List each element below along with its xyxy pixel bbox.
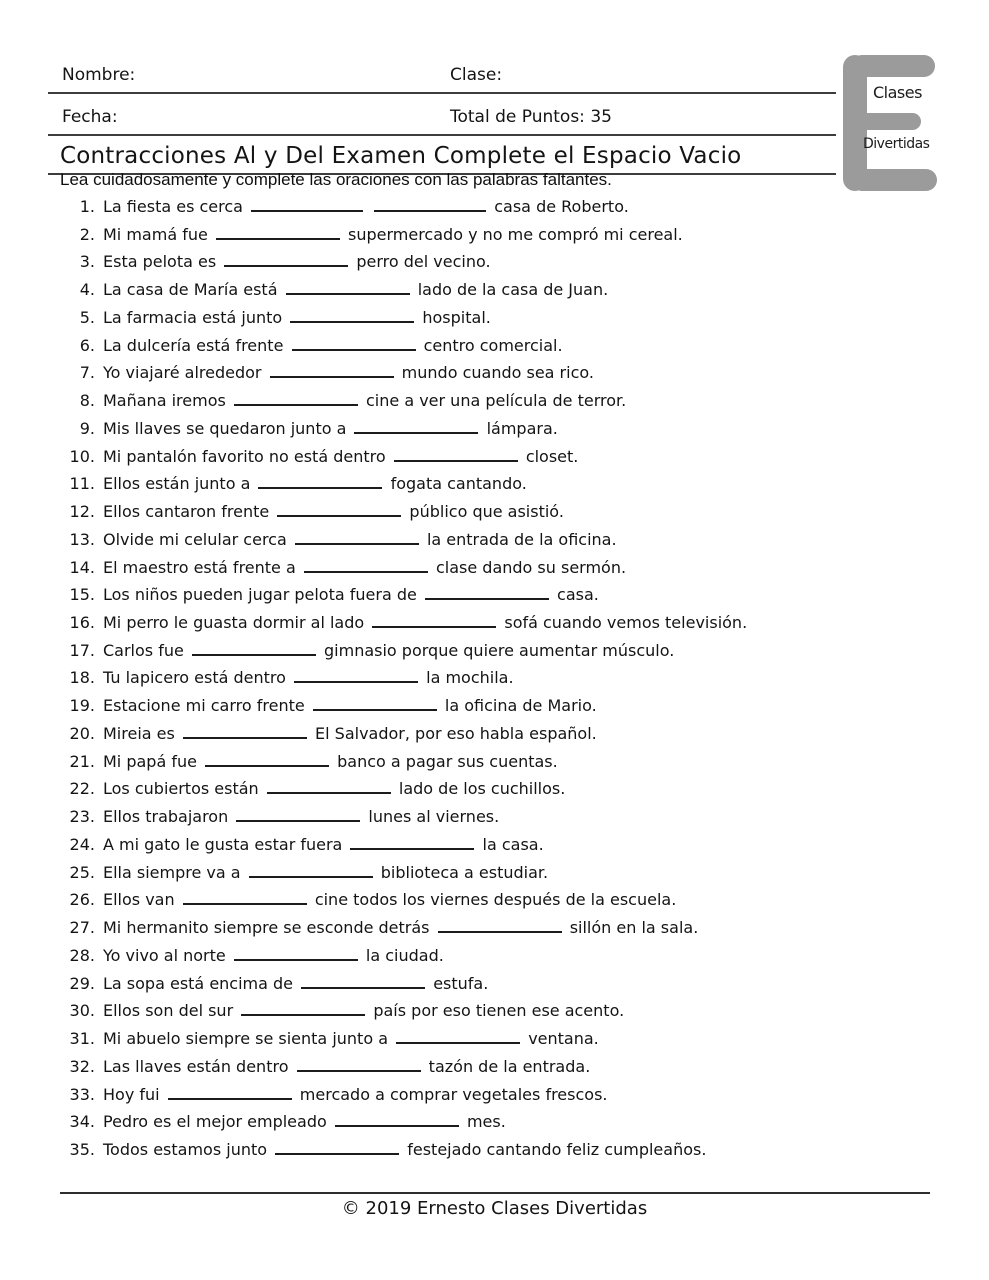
item-number: 18. — [69, 668, 95, 688]
item-text-before-blank: Olvide mi celular cerca — [103, 529, 292, 549]
exercise-item — [0, 637, 989, 665]
item-text-after-blank: sofá cuando vemos televisión. — [504, 613, 748, 633]
exercise-item — [0, 775, 989, 803]
item-text-after-blank: biblioteca a estudiar. — [380, 862, 549, 882]
item-sentence — [103, 752, 558, 771]
instructions-text: Lea cuidadosamente y complete las oraciones con las palabras faltantes. — [60, 170, 612, 189]
item-text-after-blank: perro del vecino. — [356, 252, 491, 272]
item-text-before-blank: A mi gato le gusta estar fuera — [103, 834, 348, 854]
item-sentence — [103, 890, 676, 909]
item-text-before-blank: La sopa está encima de — [103, 973, 299, 993]
answer-blank — [192, 642, 316, 656]
answer-blank — [275, 1141, 399, 1155]
item-sentence — [103, 779, 565, 798]
item-sentence — [103, 863, 548, 882]
item-text-after-blank: banco a pagar sus cuentas. — [337, 751, 558, 771]
exercise-item — [0, 1025, 989, 1053]
item-text-after-blank: El Salvador, por eso habla español. — [315, 723, 597, 743]
name-class-row — [48, 52, 836, 94]
item-sentence — [103, 974, 488, 993]
exercise-item — [0, 387, 989, 415]
item-text-after-blank: tazón de la entrada. — [428, 1056, 591, 1076]
item-text-after-blank: hospital. — [422, 307, 491, 327]
exercise-item — [0, 554, 989, 582]
item-text-before-blank: La casa de María está — [103, 280, 283, 300]
exercise-item — [0, 526, 989, 554]
item-text-before-blank: Mi pantalón favorito no está dentro — [103, 446, 391, 466]
item-text-after-blank: la oficina de Mario. — [444, 696, 597, 716]
item-number: 34. — [69, 1112, 95, 1132]
answer-blank — [396, 1030, 520, 1044]
item-text-after-blank: estufa. — [433, 973, 489, 993]
answer-blank — [251, 198, 363, 212]
item-sentence — [103, 1057, 590, 1076]
item-sentence — [103, 724, 597, 743]
answer-blank — [168, 1086, 292, 1100]
item-sentence — [103, 280, 608, 299]
item-text-after-blank: mundo cuando sea rico. — [401, 363, 594, 383]
item-number: 10. — [69, 446, 95, 466]
answer-blank — [394, 448, 518, 462]
item-sentence — [103, 530, 617, 549]
item-text-before-blank: Las llaves están dentro — [103, 1056, 294, 1076]
item-text-before-blank: La fiesta es cerca — [103, 197, 249, 216]
answer-blank — [234, 392, 358, 406]
answer-blank — [270, 364, 394, 378]
answer-blank — [304, 559, 428, 573]
item-sentence — [103, 308, 491, 327]
item-text-before-blank: Mi mamá fue — [103, 224, 213, 244]
item-text-after-blank: mercado a comprar vegetales frescos. — [299, 1084, 608, 1104]
item-text-before-blank: Yo viajaré alrededor — [103, 363, 267, 383]
item-number: 27. — [69, 918, 95, 938]
item-text-before-blank: Los cubiertos están — [103, 779, 264, 799]
item-text-after-blank: lámpara. — [486, 418, 558, 438]
exercise-item — [0, 470, 989, 498]
exercise-item — [0, 1108, 989, 1136]
worksheet-header — [48, 52, 836, 175]
page-title: Contracciones Al y Del Examen Complete el Espacio Vacio — [60, 143, 742, 169]
item-text-after-blank: la entrada de la oficina. — [426, 529, 617, 549]
copyright-text: © 2019 Ernesto Clases Divertidas — [341, 1198, 648, 1219]
item-sentence — [103, 641, 674, 660]
item-text-before-blank: Mi perro le guasta dormir al lado — [103, 613, 370, 633]
answer-blank — [234, 947, 358, 961]
answer-blank — [292, 337, 416, 351]
answer-blank — [290, 309, 414, 323]
total-points-label: Total de Puntos: 35 — [450, 107, 612, 127]
item-sentence — [103, 391, 626, 410]
exercise-item — [0, 859, 989, 887]
exercise-item — [0, 970, 989, 998]
item-text-after-blank: público que asistió. — [409, 502, 564, 522]
item-sentence — [103, 918, 698, 937]
exercise-item — [0, 415, 989, 443]
exercise-item — [0, 886, 989, 914]
answer-blank — [335, 1113, 459, 1127]
item-text-after-blank: fogata cantando. — [390, 474, 527, 494]
item-sentence — [103, 1085, 607, 1104]
item-number: 20. — [69, 723, 95, 743]
exercise-item — [0, 942, 989, 970]
item-text-before-blank: Mireia es — [103, 723, 180, 743]
answer-blank — [372, 614, 496, 628]
item-number: 11. — [69, 474, 95, 494]
exercise-item — [0, 1081, 989, 1109]
answer-blank — [224, 253, 348, 267]
item-text-before-blank: Ellos trabajaron — [103, 807, 234, 827]
item-number: 25. — [69, 862, 95, 882]
exercise-item — [0, 831, 989, 859]
item-text-before-blank: Esta pelota es — [103, 252, 222, 272]
date-points-row — [48, 94, 836, 136]
item-text-after-blank: lado de los cuchillos. — [398, 779, 566, 799]
exercise-item — [0, 359, 989, 387]
item-number: 26. — [69, 890, 95, 910]
item-text-after-blank: closet. — [525, 446, 579, 466]
answer-blank — [374, 198, 486, 212]
date-label: Fecha: — [62, 107, 118, 127]
item-sentence — [103, 668, 514, 687]
item-number: 31. — [69, 1029, 95, 1049]
item-text-after-blank: casa de Roberto. — [494, 197, 629, 216]
item-sentence — [103, 474, 527, 493]
item-sentence — [103, 1029, 599, 1048]
logo-e-bottom-arm — [851, 169, 937, 191]
item-text-before-blank: Pedro es el mejor empleado — [103, 1112, 332, 1132]
item-sentence — [103, 807, 499, 826]
item-number: 23. — [69, 807, 95, 827]
item-number: 29. — [69, 973, 95, 993]
answer-blank — [183, 891, 307, 905]
item-number: 15. — [69, 585, 95, 605]
exercise-item — [0, 304, 989, 332]
item-sentence — [103, 502, 564, 521]
item-number: 2. — [79, 224, 95, 244]
item-number: 3. — [79, 252, 95, 272]
item-text-after-blank: clase dando su sermón. — [435, 557, 627, 577]
item-number: 4. — [79, 280, 95, 300]
item-number: 12. — [69, 502, 95, 522]
logo-e-middle-arm — [851, 113, 921, 130]
exercise-item — [0, 997, 989, 1025]
answer-blank — [241, 1002, 365, 1016]
logo-word-clases: Clases — [873, 83, 922, 102]
item-sentence — [103, 363, 594, 382]
item-text-after-blank: casa. — [557, 585, 599, 605]
item-number: 7. — [79, 363, 95, 383]
item-text-before-blank: Todos estamos junto — [103, 1139, 273, 1159]
item-sentence — [103, 1001, 624, 1020]
exercise-item — [0, 914, 989, 942]
answer-blank — [354, 420, 478, 434]
item-text-before-blank: Estacione mi carro frente — [103, 696, 310, 716]
item-text-after-blank: mes. — [466, 1112, 506, 1132]
item-text-after-blank: cine a ver una película de terror. — [366, 391, 627, 411]
exercise-item — [0, 664, 989, 692]
item-number: 1. — [79, 197, 95, 216]
answer-blank — [297, 1058, 421, 1072]
item-number: 6. — [79, 335, 95, 355]
item-sentence — [103, 225, 683, 244]
item-number: 24. — [69, 834, 95, 854]
item-number: 21. — [69, 751, 95, 771]
item-text-after-blank: lado de la casa de Juan. — [417, 280, 609, 300]
item-text-before-blank: Ellos están junto a — [103, 474, 256, 494]
answer-blank — [301, 975, 425, 989]
exercise-item — [0, 443, 989, 471]
item-sentence — [103, 447, 578, 466]
item-text-before-blank: Ellos son del sur — [103, 1001, 239, 1021]
item-number: 33. — [69, 1084, 95, 1104]
item-number: 16. — [69, 613, 95, 633]
answer-blank — [267, 780, 391, 794]
answer-blank — [350, 836, 474, 850]
exercise-item — [0, 276, 989, 304]
item-text-after-blank: centro comercial. — [423, 335, 563, 355]
exercise-item — [0, 193, 989, 221]
item-text-after-blank: gimnasio porque quiere aumentar músculo. — [324, 640, 675, 660]
class-label: Clase: — [450, 65, 503, 85]
answer-blank — [216, 226, 340, 240]
item-text-before-blank: Mi hermanito siempre se esconde detrás — [103, 918, 435, 938]
logo-word-divertidas: Divertidas — [863, 136, 930, 152]
item-text-after-blank: festejado cantando feliz cumpleaños. — [407, 1139, 707, 1159]
answer-blank — [249, 864, 373, 878]
item-text-after-blank: la mochila. — [426, 668, 514, 688]
answer-blank — [294, 669, 418, 683]
item-text-before-blank: Ella siempre va a — [103, 862, 246, 882]
item-text-before-blank: Mis llaves se quedaron junto a — [103, 418, 352, 438]
item-text-before-blank: Los niños pueden jugar pelota fuera de — [103, 585, 422, 605]
item-text-after-blank: lunes al viernes. — [368, 807, 500, 827]
item-number: 22. — [69, 779, 95, 799]
answer-blank — [425, 586, 549, 600]
logo-e-top-arm — [851, 55, 935, 77]
item-text-after-blank: ventana. — [528, 1029, 599, 1049]
item-sentence — [103, 419, 558, 438]
exercise-list — [0, 193, 989, 1164]
exercise-item — [0, 692, 989, 720]
exercise-item — [0, 1053, 989, 1081]
item-sentence — [103, 696, 597, 715]
item-number: 8. — [79, 391, 95, 411]
answer-blank — [183, 725, 307, 739]
item-text-after-blank: la ciudad. — [365, 945, 444, 965]
item-text-before-blank: Ellos cantaron frente — [103, 502, 275, 522]
item-number: 9. — [79, 418, 95, 438]
item-text-before-blank: Ellos van — [103, 890, 180, 910]
answer-blank — [205, 753, 329, 767]
item-number: 5. — [79, 307, 95, 327]
exercise-item — [0, 609, 989, 637]
item-number: 32. — [69, 1056, 95, 1076]
item-text-before-blank: Hoy fui — [103, 1084, 165, 1104]
item-number: 35. — [69, 1139, 95, 1159]
item-sentence — [103, 585, 599, 604]
exercise-item — [0, 498, 989, 526]
item-text-before-blank: Tu lapicero está dentro — [103, 668, 292, 688]
name-label: Nombre: — [62, 65, 136, 85]
item-number: 17. — [69, 640, 95, 660]
item-number: 14. — [69, 557, 95, 577]
exercise-item — [0, 803, 989, 831]
item-text-before-blank: La dulcería está frente — [103, 335, 289, 355]
item-text-after-blank: supermercado y no me compró mi cereal. — [348, 224, 683, 244]
item-sentence — [103, 613, 747, 632]
answer-blank — [236, 808, 360, 822]
item-text-before-blank: El maestro está frente a — [103, 557, 301, 577]
exercise-item — [0, 332, 989, 360]
item-number: 13. — [69, 529, 95, 549]
item-text-before-blank: Mi abuelo siempre se sienta junto a — [103, 1029, 394, 1049]
exercise-item — [0, 1136, 989, 1164]
answer-blank — [438, 919, 562, 933]
item-sentence — [103, 946, 444, 965]
item-sentence — [103, 252, 491, 271]
item-text-before-blank: La farmacia está junto — [103, 307, 288, 327]
answer-blank — [277, 503, 401, 517]
item-sentence — [103, 1112, 506, 1131]
exercise-item — [0, 221, 989, 249]
answer-blank — [295, 531, 419, 545]
answer-blank — [313, 697, 437, 711]
item-sentence — [103, 336, 563, 355]
item-text-after-blank: la casa. — [482, 834, 544, 854]
item-number: 19. — [69, 696, 95, 716]
item-sentence — [103, 197, 629, 216]
exercise-item — [0, 581, 989, 609]
footer-divider — [60, 1192, 930, 1194]
exercise-item — [0, 748, 989, 776]
answer-blank — [286, 281, 410, 295]
item-text-before-blank: Yo vivo al norte — [103, 945, 231, 965]
item-text-before-blank: Mi papá fue — [103, 751, 203, 771]
exercise-item — [0, 248, 989, 276]
item-number: 30. — [69, 1001, 95, 1021]
item-text-after-blank: cine todos los viernes después de la escuela. — [314, 890, 677, 910]
item-sentence — [103, 1140, 706, 1159]
item-sentence — [103, 558, 626, 577]
item-text-after-blank: sillón en la sala. — [569, 918, 699, 938]
item-text-before-blank: Carlos fue — [103, 640, 189, 660]
item-number: 28. — [69, 945, 95, 965]
answer-blank — [258, 475, 382, 489]
item-text-after-blank: país por eso tienen ese acento. — [373, 1001, 625, 1021]
item-text-before-blank: Mañana iremos — [103, 391, 231, 411]
item-sentence — [103, 835, 544, 854]
clases-divertidas-logo — [843, 55, 937, 191]
exercise-item — [0, 720, 989, 748]
